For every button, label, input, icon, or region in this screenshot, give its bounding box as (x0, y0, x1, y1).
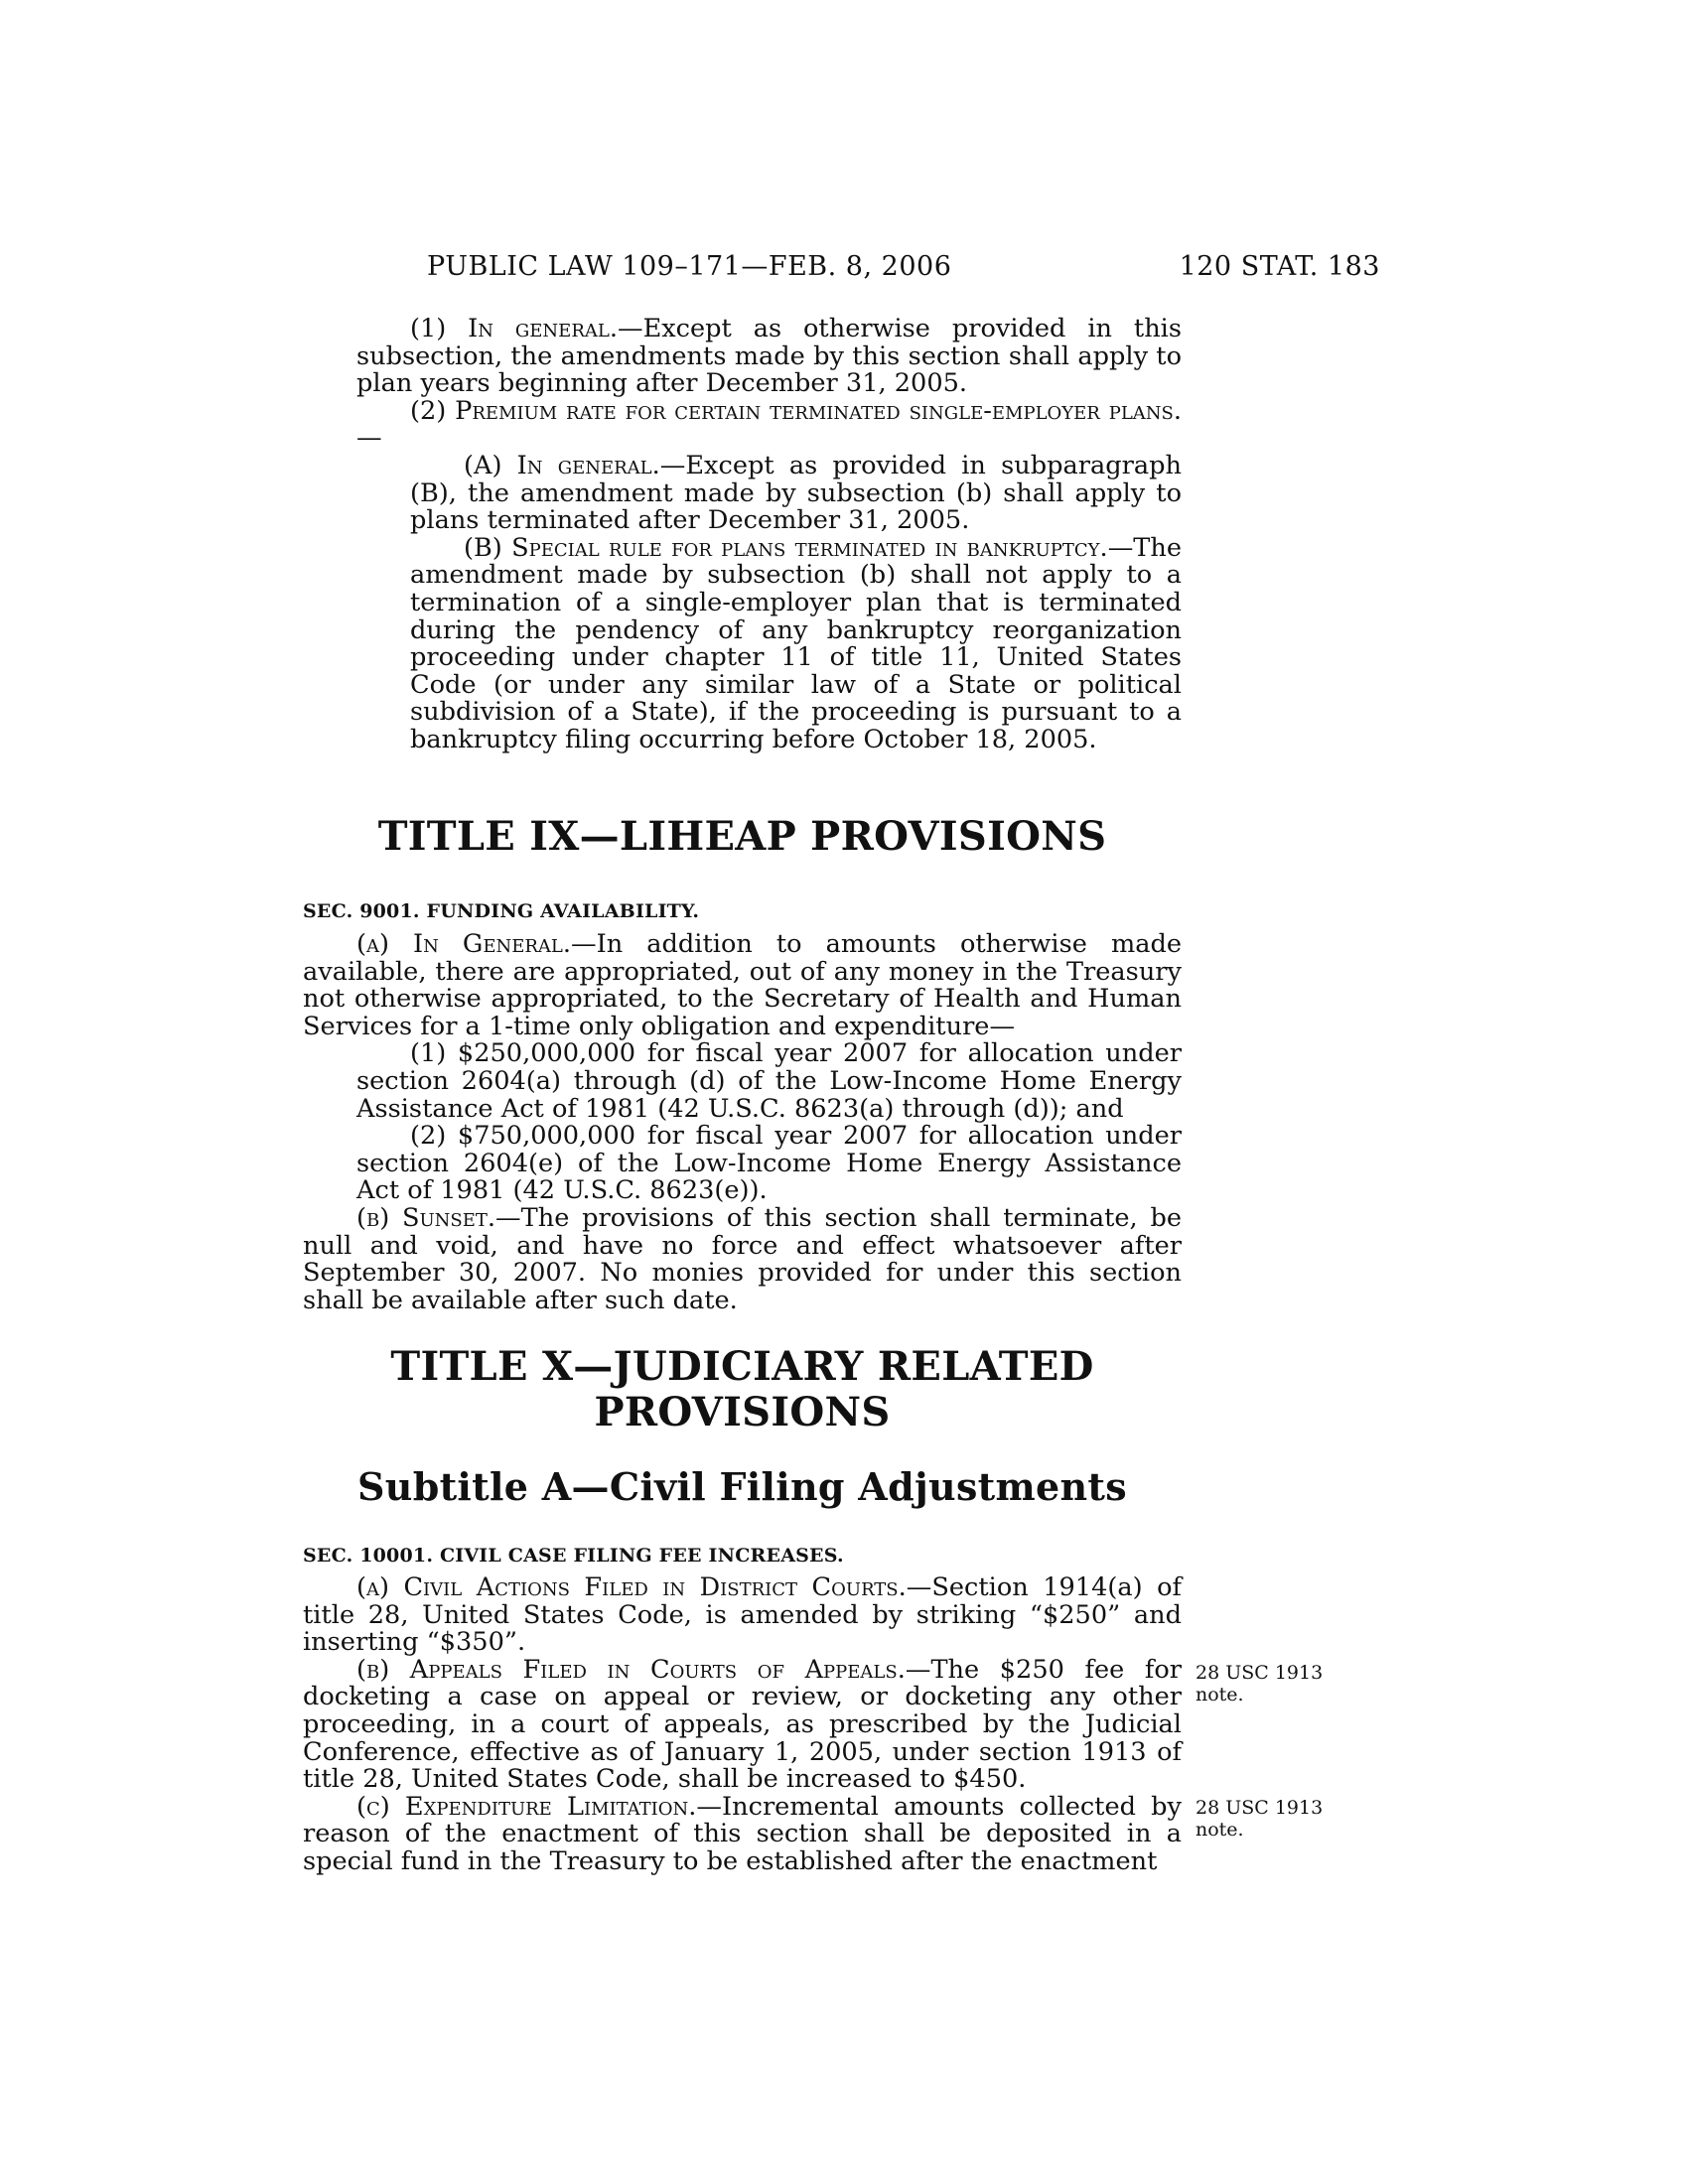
sec-10001-subsection-a: (a) Civil Actions Filed in District Courts.—Section 1914(a) of title 28, United States Code, is amended by striking “$250” and inserting “$350”. (303, 1572, 1182, 1658)
margin-note-c-citation: 28 USC 1913 (1196, 1797, 1324, 1819)
title-x-line-2: PROVISIONS (594, 1389, 891, 1435)
margin-note-c (1196, 1797, 1364, 1841)
subparagraph-a: (A) In general.—Except as provided in subparagraph (B), the amendment made by subsection (b) shall apply to plans terminated after December 31, 2005. (410, 450, 1182, 536)
effective-date-block (303, 316, 1182, 754)
sec-9001-subsection-a: (a) In General.—In addition to amounts otherwise made available, there are appropriated, out of any money in the Treasury not otherwise appropriated, to the Secretary of Health and Human Services for a 1-time only obligation and expenditure— (303, 929, 1182, 1041)
title-ix-heading: TITLE IX—LIHEAP PROVISIONS (377, 813, 1107, 860)
sec-10001-subsection-b: (b) Appeals Filed in Courts of Appeals.—The $250 fee for docketing a case on appeal or review, or docketing any other proceeding, in a court of appeals, as prescribed by the Judicial Conference, effective as of January 1, 2005, under section 1913 of title 28, United States Code, shall be increased to $450. (303, 1654, 1182, 1795)
margin-note-b (1196, 1662, 1364, 1706)
margin-note-b-citation: 28 USC 1913 (1196, 1662, 1324, 1684)
subtitle-a-heading: Subtitle A—Civil Filing Adjustments (357, 1464, 1127, 1509)
sec-10001-body (303, 1574, 1182, 1876)
sec-9001-subsection-b: (b) Sunset.—The provisions of this section shall terminate, be null and void, and have no force and effect whatsoever after September 30, 2007. No monies provided for under this section shall be available after such date. (303, 1202, 1182, 1315)
sec-9001-item-1: (1) $250,000,000 for fiscal year 2007 for allocation under section 2604(a) through (d) of the Low-Income Home Energy Assistance Act of 1981 (42 U.S.C. 8623(a) through (d)); and (356, 1038, 1182, 1124)
subparagraph-b: (B) Special rule for plans terminated in bankruptcy.—The amendment made by subsection (b) shall not apply to a termination of a single-employer plan that is terminated during the pendency of any bankruptcy reorganization proceeding under chapter 11 of title 11, United States Code (or under any similar law of a State or political subdivision of a State), if the proceeding is pursuant to a bankruptcy filing occurring before October 18, 2005. (410, 532, 1182, 754)
margin-note-c-label: note. (1196, 1819, 1244, 1841)
paragraph-1: (1) In general.—Except as otherwise provided in this subsection, the amendments made by this section shall apply to plan years beginning after December 31, 2005. (356, 314, 1182, 399)
sec-10001-heading: SEC. 10001. CIVIL CASE FILING FEE INCREASES. (303, 1545, 844, 1567)
title-x-line-1: TITLE X—JUDICIARY RELATED (390, 1343, 1094, 1390)
sec-9001-item-2: (2) $750,000,000 for fiscal year 2007 for allocation under section 2604(e) of the Low-Income Home Energy Assistance Act of 1981 (42 U.S.C. 8623(e)). (356, 1121, 1182, 1206)
sec-9001-body (303, 931, 1182, 1314)
header-stat-page: 120 STAT. 183 (1179, 251, 1380, 282)
paragraph-2: (2) Premium rate for certain terminated single-employer plans.— (356, 395, 1182, 454)
sec-9001-heading: SEC. 9001. FUNDING AVAILABILITY. (303, 900, 700, 922)
running-header (427, 251, 1380, 291)
title-x-heading (303, 1344, 1182, 1435)
sec-10001-subsection-c: (c) Expenditure Limitation.—Incremental amounts collected by reason of the enactment of this section shall be deposited in a special fund in the Treasury to be established after the enactment (303, 1791, 1182, 1876)
header-title: PUBLIC LAW 109–171—FEB. 8, 2006 (427, 251, 952, 282)
margin-note-b-label: note. (1196, 1684, 1244, 1706)
